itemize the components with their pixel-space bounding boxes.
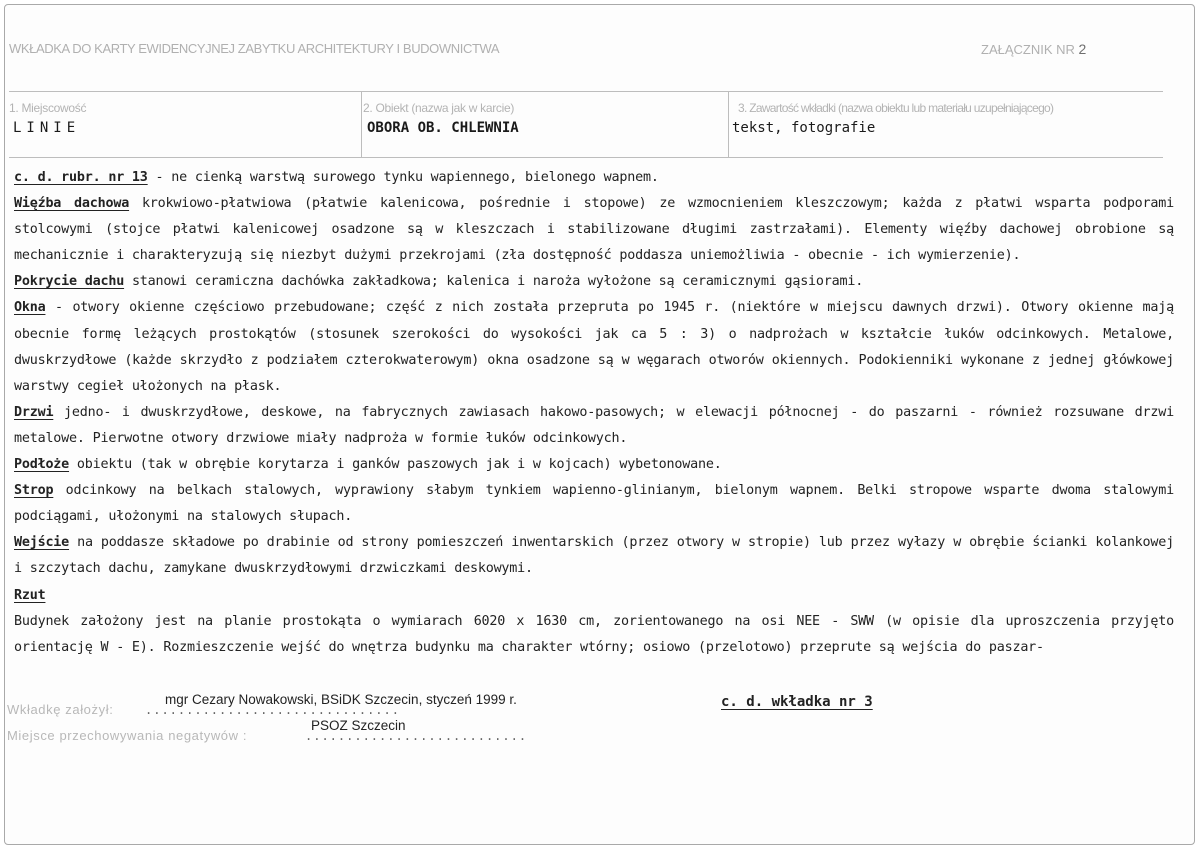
- section-paragraph: [14, 530, 1174, 582]
- section-text: obiektu (tak w obrębie korytarza i ganków paszowych jak i w kojcach) wybetonowane.: [69, 457, 722, 473]
- section-heading: Pokrycie dachu: [14, 274, 125, 290]
- attachment-number: [981, 41, 1086, 57]
- section-text: - ne cienką warstwą surowego tynku wapiennego, bielonego wapnem.: [147, 170, 659, 185]
- locality-value: LINIE: [13, 120, 81, 136]
- section-heading: Drzwi: [14, 404, 54, 420]
- section-heading: c. d. rubr. nr 13: [14, 170, 148, 185]
- section-text: jedno- i dwuskrzydłowe, deskowe, na fabrycznych zawiasach hakowo-pasowych; w elewacji północnej - do paszarni - również rozsuwane drzwi metalowe. Pierwotne otwory drzwiowe miały nadproża w formie łuków odcinkowych.: [14, 404, 1174, 446]
- section-heading: Więźba dachowa: [14, 196, 130, 212]
- object-value: OBORA OB. CHLEWNIA: [367, 120, 519, 136]
- section-heading: Okna: [14, 300, 46, 316]
- created-by-label: Wkładkę założył:: [7, 702, 114, 717]
- section-heading: Rzut: [14, 587, 46, 603]
- section-text: Budynek założony jest na planie prostokąta o wymiarach 6020 x 1630 cm, zorientowanego na osi NEE - SWW (w opisie dla uproszczenia przyjęto orientację W - E). Rozmieszczenie wejść do wnętrza budynku ma charakter wtórny; osiowo (przelotowo) przeprute są wejścia do paszar-: [14, 613, 1174, 655]
- section-paragraph: [14, 191, 1174, 269]
- field-divider-1: [361, 91, 362, 157]
- section-paragraph: [14, 478, 1174, 530]
- section-text: stanowi ceramiczna dachówka zakładkowa; kalenica i naroża wyłożone są ceramicznymi gąsiorami.: [124, 274, 864, 290]
- section-paragraph: [14, 452, 1174, 478]
- header-divider-bottom: [9, 157, 1163, 158]
- section-paragraph: [14, 400, 1174, 452]
- section-text: krokwiowo-płatwiowa (płatwie kalenicowa, pośrednie i stopowe) ze wzmocnieniem kleszczowym; każda z płatwi wsparta podporami stolcowymi (stojce płatwi kalenicowej osadzone są w kleszczach i stabilizowane długimi zastrzałami). Elementy więźby dachowej obrobione są mechanicznie i charakteryzują się niezbyt dużymi przekrojami (zła dostępność poddasza uniemożliwia - obecnie - ich wymierzenie).: [14, 196, 1174, 264]
- header-divider-top: [9, 91, 1163, 92]
- negatives-value: PSOZ Szczecin: [311, 718, 406, 733]
- section-heading: Wejście: [14, 535, 70, 551]
- section-paragraph: [14, 269, 1174, 295]
- record-card-insert: [4, 4, 1195, 845]
- section-text: odcinkowy na belkach stalowych, wyprawiony słabym tynkiem wapienno-glinianym, bielonym wapnem. Belki stropowe wsparte dwoma stalowymi podciągami, ułożonymi na stalowych słupach.: [14, 483, 1174, 525]
- attachment-label: ZAŁĄCZNIK NR: [981, 42, 1075, 57]
- section-paragraph: [14, 609, 1174, 661]
- attachment-value: 2: [1078, 41, 1087, 57]
- continued-on-insert: c. d. wkładka nr 3: [721, 694, 873, 710]
- contents-label: 3. Zawartość wkładki (nazwa obiektu lub materiału uzupełniającego): [738, 101, 1054, 115]
- section-heading: Strop: [14, 483, 54, 499]
- section-paragraph: [14, 295, 1174, 399]
- created-by-value: mgr Cezary Nowakowski, BSiDK Szczecin, styczeń 1999 r.: [165, 692, 517, 707]
- description-text: [14, 165, 1174, 661]
- section-paragraph: [14, 165, 1174, 191]
- negatives-label: Miejsce przechowywania negatywów :: [7, 728, 248, 743]
- created-by-dots: ...............................: [145, 703, 400, 717]
- object-label: 2. Obiekt (nazwa jak w karcie): [363, 101, 515, 115]
- form-title: WKŁADKA DO KARTY EWIDENCYJNEJ ZABYTKU ARCHITEKTURY I BUDOWNICTWA: [9, 41, 500, 56]
- section-text: na poddasze składowe po drabinie od strony pomieszczeń inwentarskich (przez otwory w stropie) lub przez wyłazy w obrębie ścianki kolankowej i szczytach dachu, zamykane dwuskrzydłowymi drzwiczkami deskowymi.: [14, 535, 1174, 577]
- contents-value: tekst, fotografie: [732, 120, 876, 136]
- negatives-dots: ...........................: [305, 729, 528, 743]
- section-paragraph: [14, 583, 1174, 609]
- section-text: - otwory okienne częściowo przebudowane; część z nich została przepruta po 1945 r. (niektóre w miejscu dawnych drzwi). Otwory okienne mają obecnie formę leżących prostokątów (stosunek szerokości do wysokości jak ca 5 : 3) o nadprożach w kształcie łuków odcinkowych. Metalowe, dwuskrzydłowe (każde skrzydło z podziałem czterokwaterowym) okna osadzone są w węgarach otworów okiennych. Podokienniki wykonane z jednej główkowej warstwy cegieł ułożonych na płask.: [14, 300, 1174, 394]
- section-heading: Podłoże: [14, 457, 70, 473]
- locality-label: 1. Miejscowość: [9, 101, 87, 115]
- field-divider-2: [728, 91, 729, 157]
